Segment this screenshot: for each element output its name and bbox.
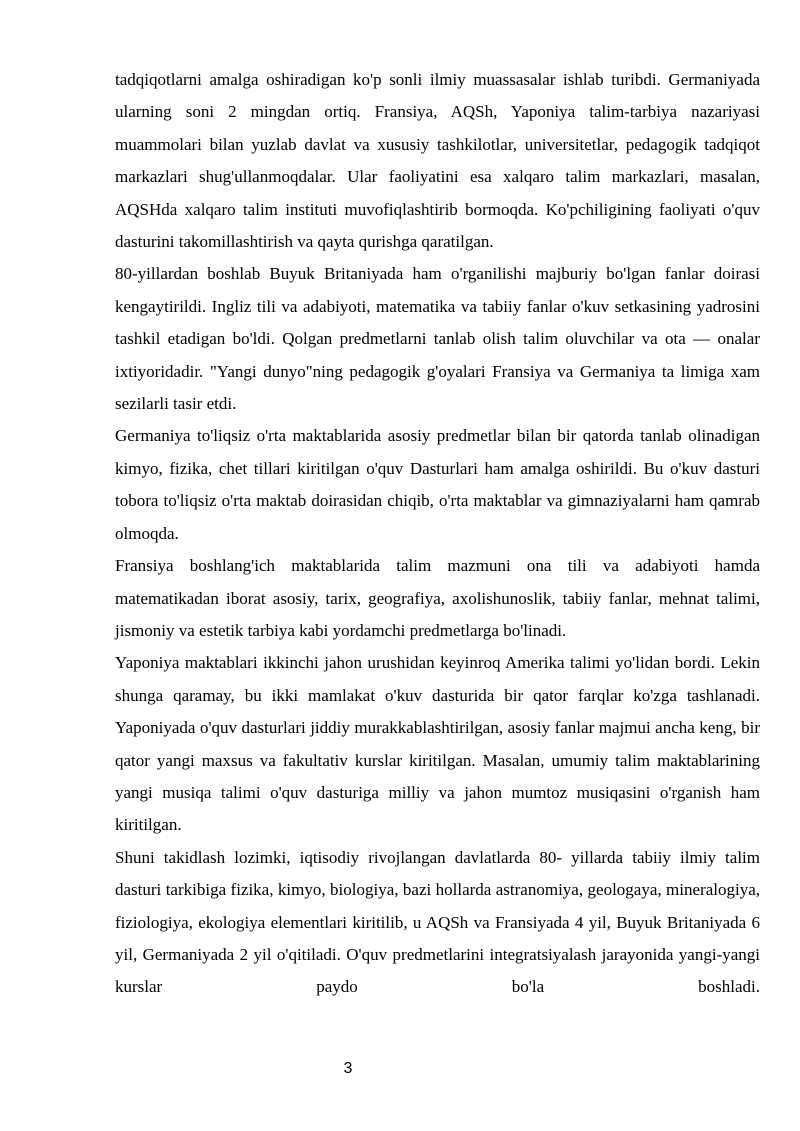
paragraph-britain-curriculum: 80-yillardan boshlab Buyuk Britaniyada ham o'rganilishi majburiy bo'lgan fanlar doirasi kengaytirildi. Ingliz tili va adabiyoti, matematika va tabiiy fanlar o'kuv setkasining yadrosini tashkil etadigan bo'ldi. Qolgan predmetlarni tanlab olish talim oluvchilar va ota — onalar ixtiyoridadir. "Yangi dunyo"ning pedagogik g'oyalari Fransiya va Germaniya ta limiga xam sezilarli tasir etdi. <box>115 264 760 414</box>
page-number: 3 <box>343 1060 353 1077</box>
paragraph-research-institutions: tadqiqotlarni amalga oshiradigan ko'p sonli ilmiy muassasalar ishlab turibdi. Germaniyada ularning soni 2 mingdan ortiq. Fransiya, AQSh, Yaponiya talim-tarbiya nazariyasi muammolari bilan yuzlab davlat va xususiy tashkilotlar, universitetlar, pedagogik tadqiqot markazlari shug'ullanmoqdalar. Ular faoliyatini esa xalqaro talim markazlari, masalan, AQSHda xalqaro talim instituti muvofiqlashtirib bormoqda. Ko'pchiligining faoliyati o'quv dasturini takomillashtirish va qayta qurishga qaratilgan. <box>115 70 760 252</box>
paragraph-japan-schools: Yaponiya maktablari ikkinchi jahon urushidan keyinroq Amerika talimi yo'lidan bordi. Lekin shunga qaramay, bu ikki mamlakat o'kuv dasturida bir qator farqlar ko'zga tashlanadi. Yaponiyada o'quv dasturlari jiddiy murakkablashtirilgan, asosiy fanlar majmui ancha keng, bir qator yangi maxsus va fakultativ kurslar kiritilgan. Masalan, umumiy talim maktablarining yangi musiqa talimi o'quv dasturiga milliy va jahon mumtoz musiqasini o'rganish ham kiritilgan. <box>115 653 760 835</box>
document-page <box>115 64 760 1004</box>
paragraph-germany-schools: Germaniya to'liqsiz o'rta maktablarida asosiy predmetlar bilan bir qatorda tanlab olinadigan kimyo, fizika, chet tillari kiritilgan o'quv Dasturlari ham amalga oshirildi. Bu o'kuv dasturi tobora to'liqsiz o'rta maktab doirasidan chiqib, o'rta maktablar va gimnaziyalarni ham qamrab olmoqda. <box>115 426 760 543</box>
paragraph-france-primary: Fransiya boshlang'ich maktablarida talim mazmuni ona tili va adabiyoti hamda matematikadan iborat asosiy, tarix, geografiya, axolishunoslik, tabiiy fanlar, mehnat talimi, jismoniy va estetik tarbiya kabi yordamchi predmetlarga bo'linadi. <box>115 556 760 640</box>
paragraph-science-curriculum: Shuni takidlash lozimki, iqtisodiy rivojlangan davlatlarda 80- yillarda tabiiy ilmiy talim dasturi tarkibiga fizika, kimyo, biologiya, bazi hollarda astranomiya, geologaya, mineralogiya, fiziologiya, ekologiya elementlari kiritilib, u AQSh va Fransiyada 4 yil, Buyuk Britaniyada 6 yil, Germaniyada 2 yil o'qitiladi. O'quv predmetlarini integratsiyalash jarayonida yangi-yangi kurslar paydo bo'la boshladi. <box>115 847 760 997</box>
